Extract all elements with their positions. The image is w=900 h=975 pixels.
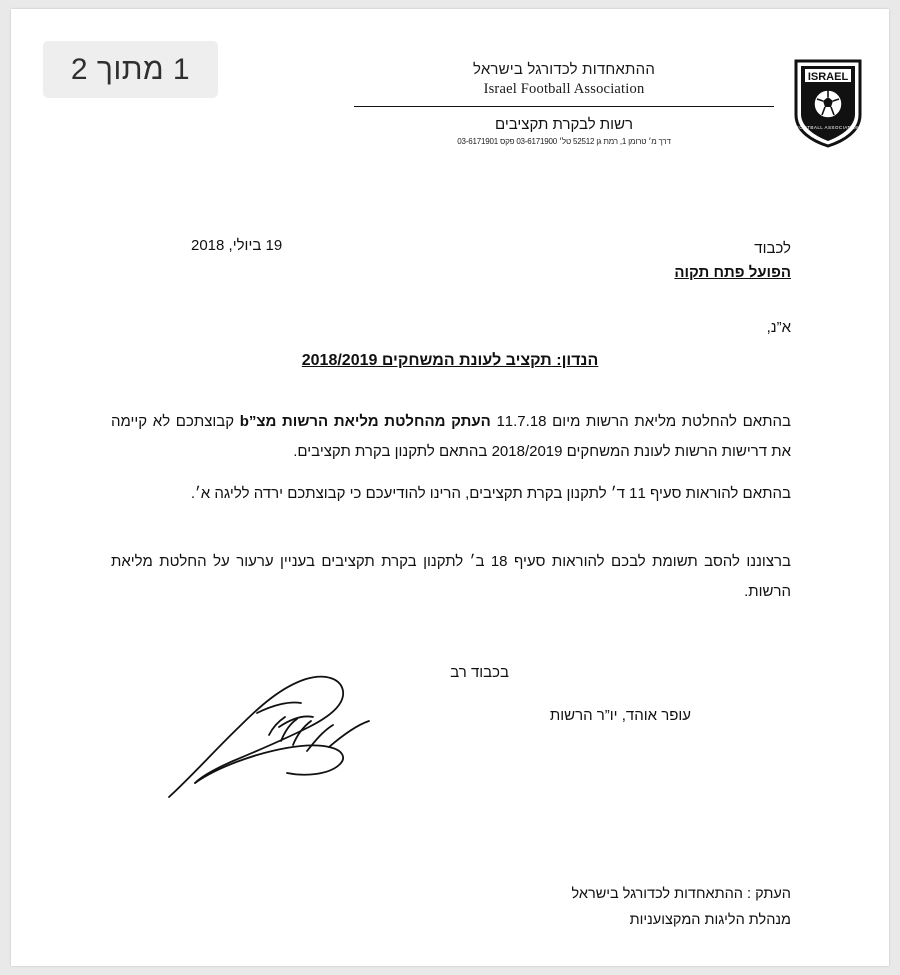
paragraph-2-text: בהתאם להוראות סעיף 11 ד׳ לתקנון בקרת תקציבים, הרינו להודיעכם כי קבוצתכם ירדה לליגה א׳.: [190, 485, 791, 502]
signer-name: עופר אוהד, יו”ר הרשות: [549, 707, 691, 724]
paragraph-1: [111, 407, 791, 467]
letter-date: 19 ביולי, 2018: [191, 237, 283, 254]
document-page: [11, 9, 889, 966]
addressee-block: [674, 237, 791, 285]
paragraph-1-bold: העתק מהחלטת מליאת הרשות מצ”b: [239, 413, 491, 430]
letter-body: [11, 9, 889, 966]
cc-line-0: [571, 881, 791, 907]
addressee-label: לכבוד: [754, 240, 791, 257]
closing-text: בכבוד רב: [450, 664, 509, 681]
page-indicator-label: 1 מתוך 2: [70, 52, 191, 86]
letterhead-org-english: Israel Football Association: [483, 80, 645, 97]
paragraph-3-text: ברצוננו להסב תשומת לבכם להוראות סעיף 18 ב׳ לתקנון בקרת תקציבים בעניין ערעור על החלטת מליאת הרשות.: [111, 553, 791, 600]
svg-text:FOOTBALL ASSOCIATION: FOOTBALL ASSOCIATION: [796, 125, 860, 130]
cc-block: [571, 881, 791, 933]
svg-text:ISRAEL: ISRAEL: [807, 71, 849, 83]
paragraph-3: [111, 547, 791, 607]
addressee-name: הפועל פתח תקוה: [674, 264, 791, 281]
cc-recipient-1: מנהלת הליגות המקצועניות: [629, 912, 791, 929]
subject-prefix: הנדון:: [551, 352, 599, 369]
letterhead-org-hebrew: ההתאחדות לכדורגל בישראל: [472, 61, 656, 78]
salutation: א”נ,: [766, 319, 791, 336]
paragraph-2: [111, 479, 791, 509]
subject-line: [11, 352, 889, 370]
cc-recipient-0: ההתאחדות לכדורגל בישראל: [571, 886, 743, 902]
paragraph-1-post: קבוצתכם לא קיימה את דרישות הרשות לעונת המשחקים 2018/2019 בהתאם לתקנון בקרת תקציבים.: [111, 413, 791, 460]
letterhead-contact: דרך מ׳ טרומן 1, רמת גן 52512 טל׳ 03-6171900 פקס 03-6171901: [457, 137, 671, 147]
letterhead-department: רשות לבקרת תקציבים: [494, 115, 634, 133]
cc-label: העתק :: [747, 886, 791, 902]
handwritten-signature: [161, 657, 431, 812]
paragraph-1-pre: בהתאם להחלטת מליאת הרשות מיום 11.7.18: [490, 413, 792, 430]
subject-text: תקציב לעונת המשחקים 2018/2019: [301, 352, 552, 369]
